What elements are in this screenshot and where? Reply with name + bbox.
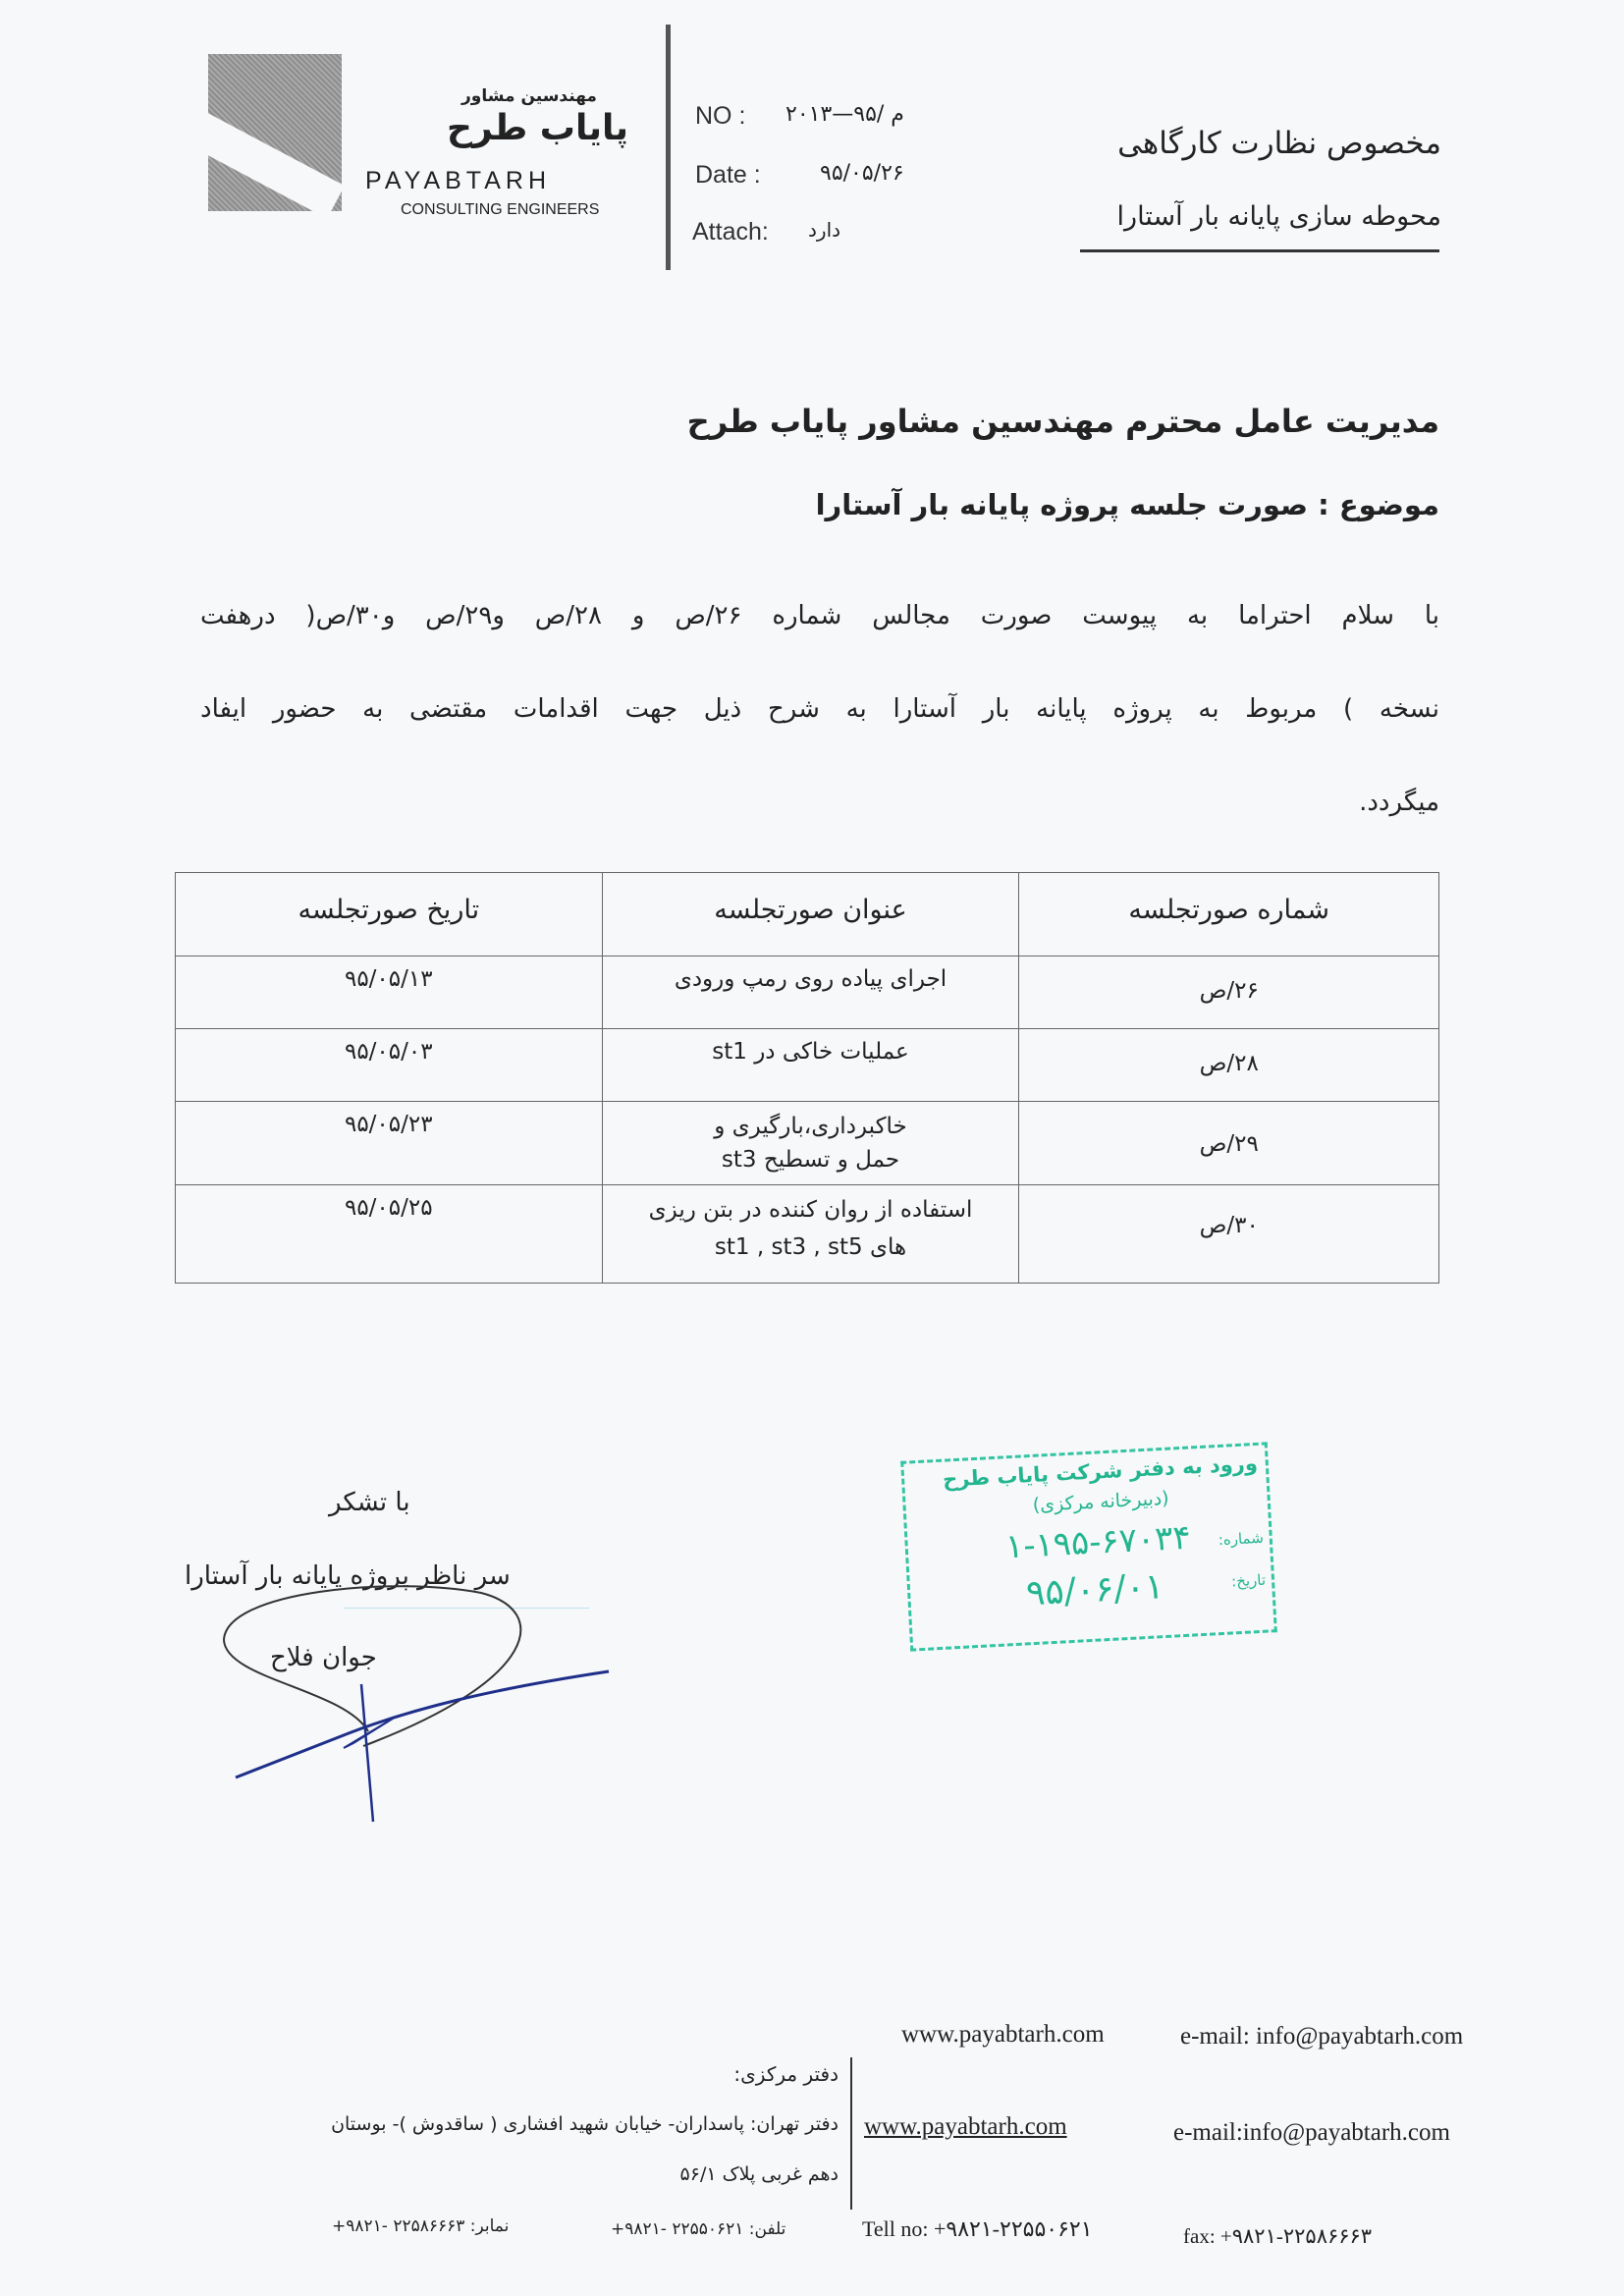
cell-title: خاکبرداری،بارگیری و حمل و تسطیح st3 [602, 1102, 1019, 1185]
header-divider [666, 25, 671, 270]
date-value: ۹۵/۰۵/۲۶ [820, 161, 904, 186]
header-date: تاریخ صورتجلسه [176, 873, 603, 957]
cell-number: ۲۹/ص [1019, 1102, 1439, 1185]
cell-date: ۹۵/۰۵/۲۵ [176, 1185, 603, 1284]
no-label: NO : [695, 102, 746, 130]
footer-tel-fa: تلفن: ۲۲۵۵۰۶۲۱ -۹۸۲۱+ [611, 2219, 786, 2239]
footer-address-line1: دفتر تهران: پاسداران- خیابان شهید افشاری ( ساقدوش )- بوستان [331, 2113, 839, 2135]
footer-website[interactable]: www.payabtarh.com [864, 2113, 1067, 2140]
table-row [176, 1185, 1439, 1284]
stamp-date-label: تاریخ: [1230, 1570, 1267, 1591]
body-line: نسخه ) مربوط به پروژه پایانه بار آستارا به شرح ذیل جهت اقدامات مقتضی به حضور ایفاد [200, 694, 1439, 724]
logo-subtitle: CONSULTING ENGINEERS [401, 201, 600, 218]
footer-address-line2: دهم غربی پلاک ۵۶/۱ [679, 2163, 839, 2185]
stamp-line2: (دبیرخانه مرکزی) [1032, 1487, 1170, 1516]
footer-fax-fa: نمابر: ۲۲۵۸۶۶۶۳ -۹۸۲۱+ [332, 2216, 510, 2236]
logo-persian-large: پایاب طرح [447, 108, 629, 148]
header-number: شماره صورتجلسه [1019, 873, 1439, 957]
attach-value: دارد [808, 218, 841, 242]
footer-tel-en: Tell no: +۹۸۲۱-۲۲۵۵۰۶۲۱ [862, 2216, 1093, 2241]
body-line: با سلام احتراما به پیوست صورت مجالس شماره ۲۶/ص و ۲۸/ص و۲۹/ص و۳۰/ص( درهفت [200, 601, 1440, 630]
cell-date: ۹۵/۰۵/۰۳ [176, 1029, 603, 1102]
company-logo-mark [208, 54, 342, 211]
closing-thanks: با تشکر [329, 1488, 410, 1517]
footer-email-top[interactable]: e-mail: info@payabtarh.com [1180, 2023, 1464, 2050]
cell-title: استفاده از روان کننده در بتن ریزی های st1 , st3 , st5 [602, 1185, 1019, 1284]
subject: موضوع : صورت جلسه پروژه پایانه بار آستارا [815, 488, 1439, 521]
logo-persian-small: مهندسین مشاور [461, 86, 597, 106]
minutes-table [175, 872, 1439, 1284]
stamp-number-value: ۱-۱۹۵-۶۷۰۳۴ [1003, 1517, 1192, 1567]
footer-website-top[interactable]: www.payabtarh.com [901, 2021, 1105, 2048]
attach-label: Attach: [692, 218, 769, 246]
addressee: مدیریت عامل محترم مهندسین مشاور پایاب طرح [686, 403, 1439, 440]
cell-number: ۲۶/ص [1019, 957, 1439, 1029]
header-title: مخصوص نظارت کارگاهی [1117, 126, 1441, 161]
no-value: م /۹۵—۲۰۱۳ [785, 102, 904, 127]
stamp-date-value: ۹۵/۰۶/۰۱ [1025, 1566, 1165, 1614]
cell-number: ۲۸/ص [1019, 1029, 1439, 1102]
cell-date: ۹۵/۰۵/۲۳ [176, 1102, 603, 1185]
footer-email[interactable]: e-mail:info@payabtarh.com [1173, 2119, 1450, 2146]
header-subtitle: محوطه سازی پایانه بار آستارا [1116, 201, 1441, 232]
header-underline [1080, 249, 1439, 252]
cell-title: اجرای پیاده روی رمپ ورودی [602, 957, 1019, 1029]
table-row [176, 1102, 1439, 1185]
date-label: Date : [695, 161, 761, 189]
footer-central-office: دفتر مرکزی: [733, 2062, 839, 2086]
table-header-row [176, 873, 1439, 957]
header-title: عنوان صورتجلسه [602, 873, 1019, 957]
closing-role: سر ناظر پروژه پایانه بار آستارا [185, 1561, 511, 1591]
stamp-number-label: شماره: [1218, 1528, 1265, 1550]
closing-name: جوان فلاح [270, 1643, 377, 1672]
footer-fax-en: fax: +۹۸۲۱-۲۲۵۸۶۶۶۳ [1183, 2224, 1373, 2248]
footer-divider [850, 2057, 852, 2210]
body-line: میگردد. [1359, 788, 1439, 817]
received-stamp [900, 1442, 1277, 1651]
cell-title: عملیات خاکی در st1 [602, 1029, 1019, 1102]
cell-date: ۹۵/۰۵/۱۳ [176, 957, 603, 1029]
logo-latin: PAYABTARH [365, 167, 552, 194]
cell-number: ۳۰/ص [1019, 1185, 1439, 1284]
signature-drawing [196, 1571, 638, 1827]
table-row [176, 957, 1439, 1029]
stamp-line1: ورود به دفتر شرکت پایاب طرح [942, 1450, 1259, 1492]
table-row [176, 1029, 1439, 1102]
